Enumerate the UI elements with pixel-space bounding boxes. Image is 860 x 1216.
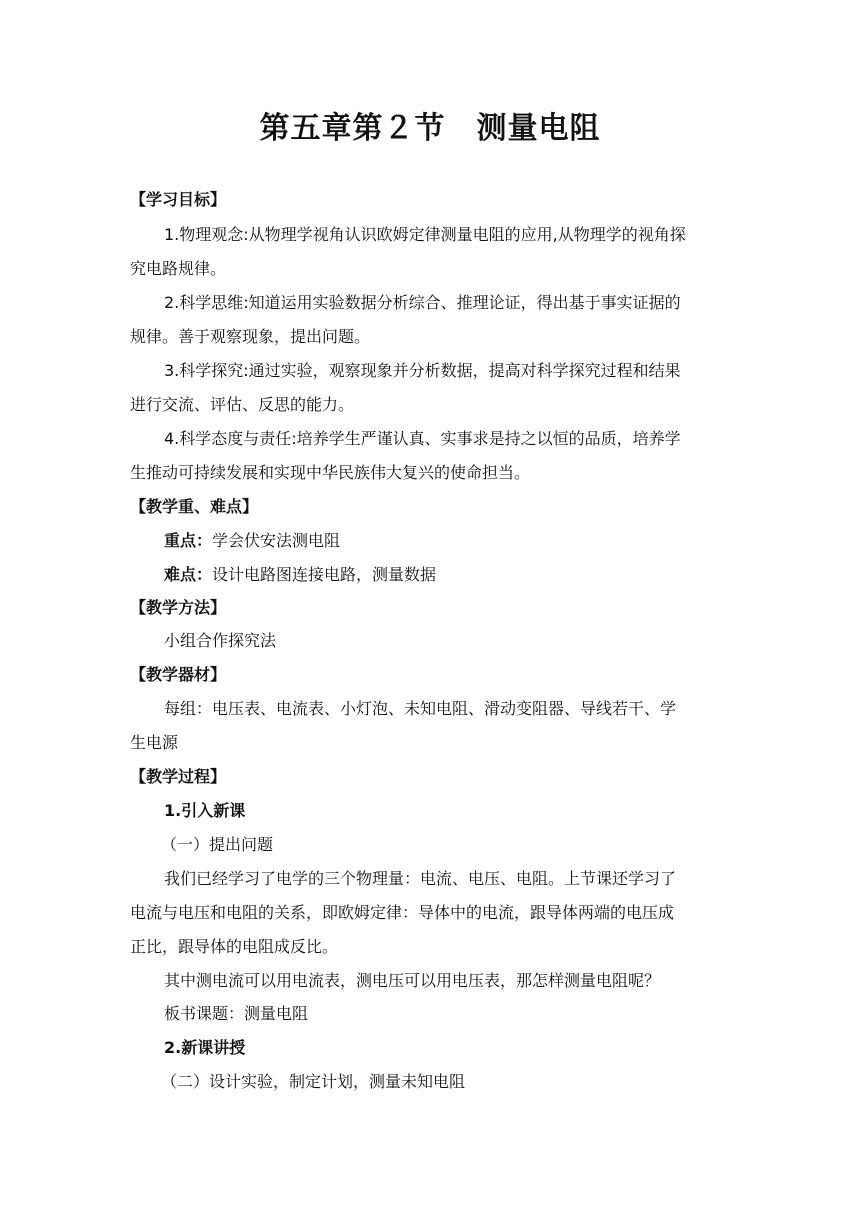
paragraph-1-line-2: 电流与电压和电阻的关系，即欧姆定律：导体中的电流，跟导体两端的电压成 <box>130 903 675 922</box>
goal-4-line-1: 4.科学态度与责任:培养学生严谨认真、实事求是持之以恒的品质，培养学 <box>164 429 681 448</box>
method-heading: 【教学方法】 <box>130 598 227 617</box>
equipment-line-1: 每组：电压表、电流表、小灯泡、未知电阻、滑动变阻器、导线若干、学 <box>164 699 677 718</box>
difficult-point-text: 设计电路图连接电路，测量数据 <box>212 565 437 584</box>
goal-4-line-2: 生推动可持续发展和实现中华民族伟大复兴的使命担当。 <box>130 463 531 482</box>
goal-2-line-1: 2.科学思维:知道运用实验数据分析综合、推理论证，得出基于事实证据的 <box>164 293 681 312</box>
key-point-text: 学会伏安法测电阻 <box>212 531 341 550</box>
key-point <box>164 524 730 558</box>
page-title: 第五章第２节 测量电阻 <box>259 111 601 146</box>
method-text: 小组合作探究法 <box>164 631 277 650</box>
process-heading: 【教学过程】 <box>130 767 227 786</box>
goal-2-line-2: 规律。善于观察现象，提出问题。 <box>130 327 371 346</box>
paragraph-2: 其中测电流可以用电流表，测电压可以用电压表，那怎样测量电阻呢？ <box>164 971 661 990</box>
paragraph-3: 板书课题：测量电阻 <box>164 1004 309 1023</box>
subsection-1: （一）提出问题 <box>161 835 274 854</box>
goal-1-line-1: 1.物理观念:从物理学视角认识欧姆定律测量电阻的应用,从物理学的视角探 <box>164 225 686 244</box>
equipment-heading: 【教学器材】 <box>130 665 227 684</box>
step-1-heading: 1.引入新课 <box>164 801 246 820</box>
equipment-line-2: 生电源 <box>130 733 179 752</box>
goal-3-line-2: 进行交流、评估、反思的能力。 <box>130 395 355 414</box>
goals-heading: 【学习目标】 <box>130 190 227 209</box>
paragraph-1-line-3: 正比，跟导体的电阻成反比。 <box>130 937 339 956</box>
difficult-point-label: 难点： <box>164 565 213 584</box>
goal-1-line-2: 究电路规律。 <box>130 259 227 278</box>
subsection-2: （二）设计实验，制定计划，测量未知电阻 <box>161 1072 466 1091</box>
key-difficulty-heading: 【教学重、难点】 <box>130 497 259 516</box>
goal-3-line-1: 3.科学探究:通过实验，观察现象并分析数据，提高对科学探究过程和结果 <box>164 361 681 380</box>
step-2-heading: 2.新课讲授 <box>164 1038 246 1057</box>
paragraph-1-line-1: 我们已经学习了电学的三个物理量：电流、电压、电阻。上节课还学习了 <box>164 869 677 888</box>
key-point-label: 重点： <box>164 531 213 550</box>
difficult-point <box>164 558 730 592</box>
